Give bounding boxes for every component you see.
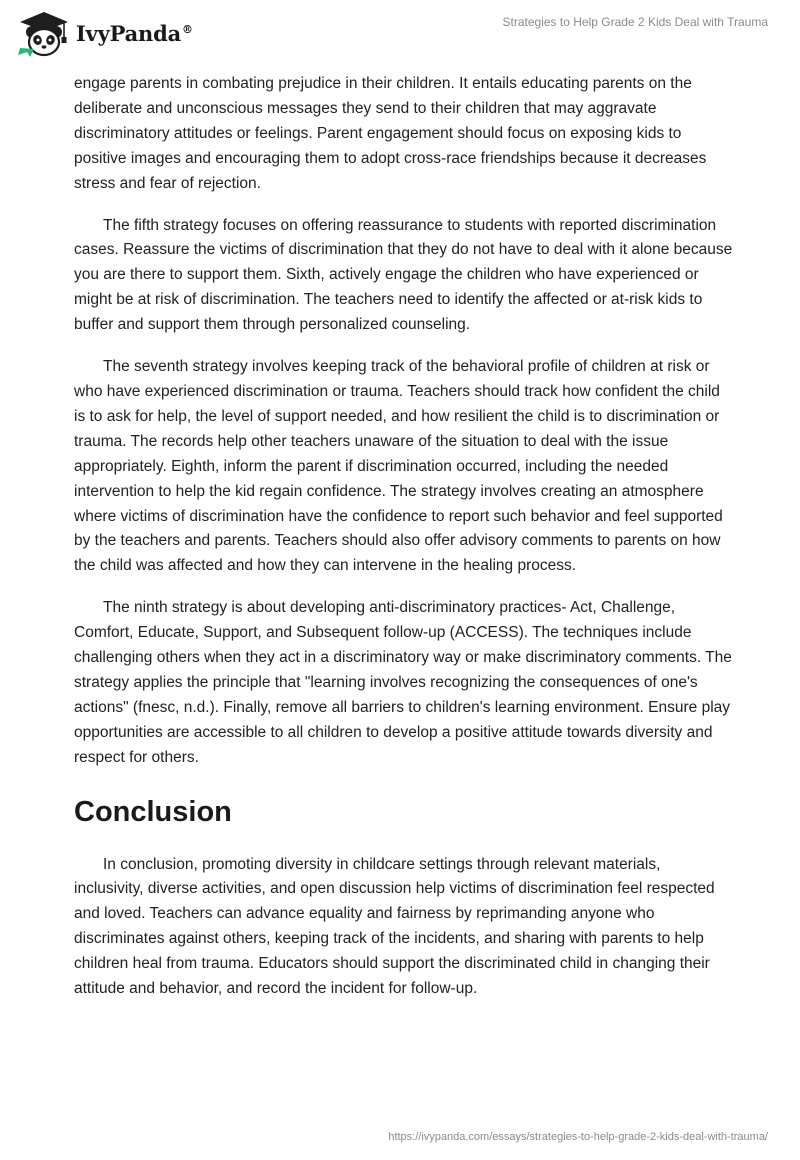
conclusion-paragraph: In conclusion, promoting diversity in childcare settings through relevant materials, inclusivity, diverse activities, and open discussion help victims of discrimination feel respected and loved. Teachers can advance equality and fairness by reprimanding anyone who discriminates against others, keeping track of the incidents, and sharing with parents to help children heal from trauma. Educators should support the discriminated child in changing their attitude and behavior, and record the incident for follow-up. <box>74 855 715 998</box>
essay-content <box>74 72 734 1019</box>
logo-registered-mark: ® <box>182 22 193 36</box>
logo-name: IvyPanda <box>76 20 182 46</box>
panda-graduate-icon <box>14 8 70 58</box>
body-paragraph-1: engage parents in combating prejudice in their children. It entails educating parents on the deliberate and unconscious messages they send to their children that may aggravate discriminatory attitudes or feelings. Parent engagement should focus on exposing kids to positive images and encouraging them to adopt cross-race friendships because it decreases stress and fear of rejection. <box>74 75 707 192</box>
document-title: Strategies to Help Grade 2 Kids Deal with Trauma <box>502 15 768 29</box>
source-url[interactable]: https://ivypanda.com/essays/strategies-to-help-grade-2-kids-deal-with-trauma/ <box>388 1131 768 1143</box>
page-header <box>0 0 800 66</box>
body-paragraph-4: The ninth strategy is about developing anti-discriminatory practices- Act, Challenge, Comfort, Educate, Support, and Subsequent follow-up (ACCESS). The techniques include challenging others when they act in a discriminatory way or make discriminatory comments. The strategy applies the principle that "learning involves recognizing the consequences of one's actions" (fnesc, n.d.). Finally, remove all barriers to children's learning environment. Ensure play opportunities are accessible to all children to develop a positive attitude towards diversity and respect for others. <box>74 599 732 766</box>
body-paragraph-3: The seventh strategy involves keeping track of the behavioral profile of children at risk or who have experienced discrimination or trauma. Teachers should track how confident the child is to ask for help, the level of support needed, and how resilient the child is to discrimination or trauma. The records help other teachers unaware of the situation to deal with the issue appropriately. Eighth, inform the parent if discrimination occurred, including the needed intervention to help the kid regain confidence. The strategy involves creating an atmosphere where victims of discrimination have the confidence to report such behavior and feel supported by the teachers and parents. Teachers should also offer advisory comments to parents on how the child was affected and how they can intervene in the healing process. <box>74 358 723 575</box>
logo-wordmark <box>76 21 193 46</box>
ivypanda-logo[interactable] <box>14 8 193 58</box>
conclusion-heading: Conclusion <box>74 795 232 828</box>
body-paragraph-2: The fifth strategy focuses on offering reassurance to students with reported discrimination cases. Reassure the victims of discrimination that they do not have to deal with it alone because you are there to support them. Sixth, actively engage the children who have experienced or might be at risk of discrimination. The teachers need to identify the affected or at-risk kids to buffer and support them through personalized counseling. <box>74 216 733 334</box>
